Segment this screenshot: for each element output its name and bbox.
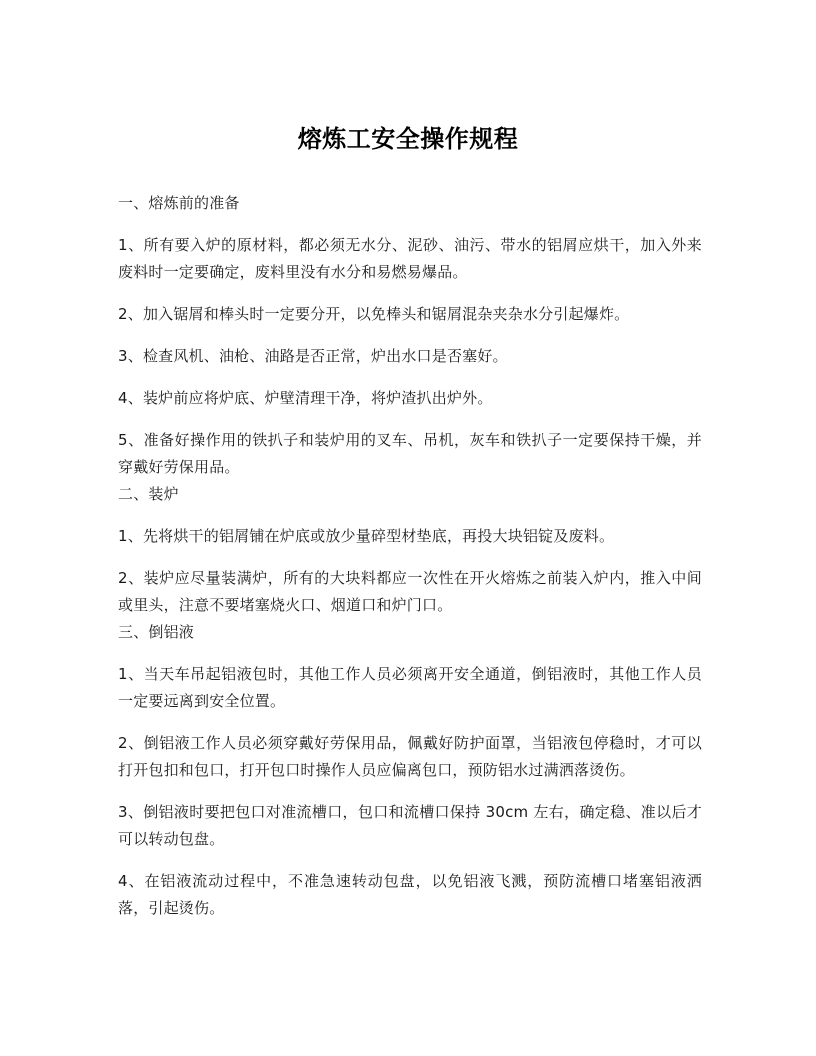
section-block xyxy=(118,619,702,922)
section-heading: 三、倒铝液 xyxy=(118,623,195,641)
document-body xyxy=(118,190,702,922)
paragraph: 1、当天车吊起铝液包时，其他工作人员必须离开安全通道，倒铝液时，其他工作人员一定要远离到安全位置。 xyxy=(118,665,702,710)
paragraph: 1、所有要入炉的原材料，都必须无水分、泥砂、油污、带水的铝屑应烘干，加入外来废料时一定要确定，废料里没有水分和易燃易爆品。 xyxy=(118,236,702,281)
paragraph: 2、倒铝液工作人员必须穿戴好劳保用品，佩戴好防护面罩，当铝液包停稳时，才可以打开包扣和包口，打开包口时操作人员应偏离包口，预防铝水过满洒落烫伤。 xyxy=(118,734,702,779)
paragraph: 2、加入锯屑和棒头时一定要分开，以免棒头和锯屑混杂夹杂水分引起爆炸。 xyxy=(118,305,630,323)
paragraph: 4、装炉前应将炉底、炉壁清理干净，将炉渣扒出炉外。 xyxy=(118,389,493,407)
paragraph: 3、倒铝液时要把包口对准流槽口，包口和流槽口保持 30cm 左右，确定稳、准以后才可以转动包盘。 xyxy=(118,803,702,848)
paragraph: 1、先将烘干的铝屑铺在炉底或放少量碎型材垫底，再投大块铝锭及废料。 xyxy=(118,527,615,545)
paragraph: 3、检查风机、油枪、油路是否正常，炉出水口是否塞好。 xyxy=(118,347,508,365)
section-block xyxy=(118,481,702,619)
paragraph: 5、准备好操作用的铁扒子和装炉用的叉车、吊机，灰车和铁扒子一定要保持干燥，并穿戴好劳保用品。 xyxy=(118,431,702,476)
section-heading: 一、熔炼前的准备 xyxy=(118,194,240,212)
page-title: 熔炼工安全操作规程 xyxy=(297,125,519,154)
paragraph: 4、在铝液流动过程中，不准急速转动包盘，以免铝液飞溅，预防流槽口堵塞铝液洒落，引起烫伤。 xyxy=(118,872,702,917)
section-block xyxy=(118,190,702,481)
section-heading: 二、装炉 xyxy=(118,485,179,503)
paragraph: 2、装炉应尽量装满炉，所有的大块料都应一次性在开火熔炼之前装入炉内，推入中间或里头，注意不要堵塞烧火口、烟道口和炉门口。 xyxy=(118,569,702,614)
